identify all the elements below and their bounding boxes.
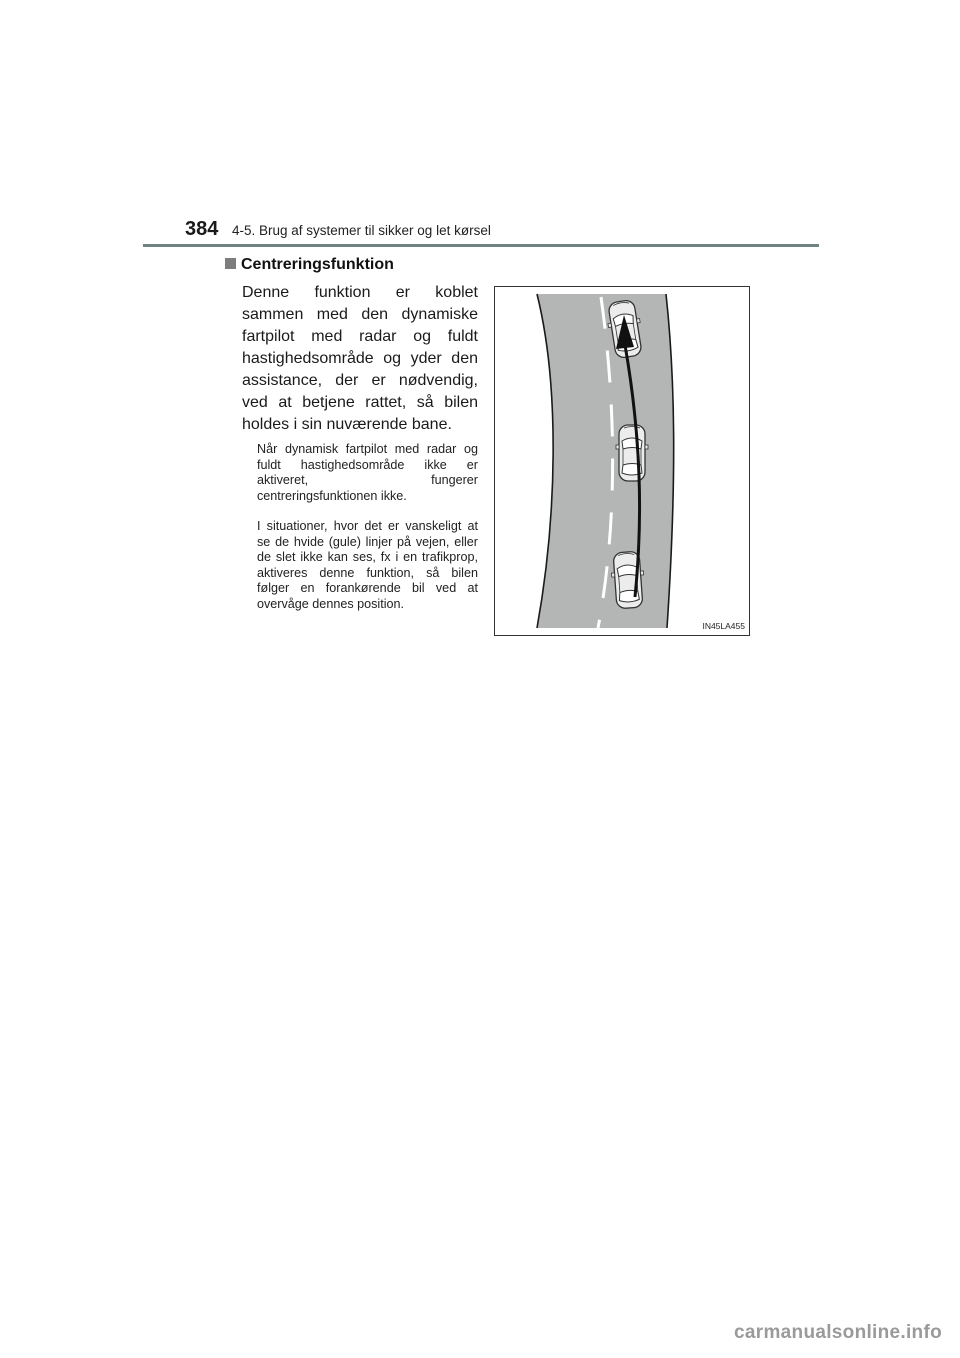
header-divider: [143, 244, 819, 247]
square-bullet-icon: [225, 258, 236, 269]
road-illustration: [495, 287, 751, 637]
main-paragraph: Denne funktion er koblet sammen med den dynamiske fartpilot med radar og fuldt hastighedsområde og yder den assistance, der er nødvendig, ved at betjene rattet, så bilen holdes i sin nuværende bane.: [242, 284, 478, 433]
heading-text: Centreringsfunktion: [241, 256, 394, 273]
note-paragraph: I situationer, hvor det er vanskeligt at se de hvide (gule) linjer på vejen, eller de slet ikke kan ses, fx i en trafikprop, aktiveres denne funktion, så bilen følger en forankørende bil ved at overvåge dennes position.: [257, 519, 478, 611]
page-number: 384: [185, 218, 219, 240]
figure-code: IN45LA455: [702, 621, 745, 631]
centering-illustration: [494, 286, 750, 636]
section-heading: [225, 256, 394, 274]
note-paragraph: Når dynamisk fartpilot med radar og fuldt hastighedsområde ikke er aktiveret, fungerer centreringsfunktionen ikke.: [257, 442, 478, 503]
car-middle: [616, 425, 648, 481]
watermark: carmanualsonline.info: [734, 1322, 942, 1343]
section-title: 4-5. Brug af systemer til sikker og let kørsel: [232, 223, 491, 238]
